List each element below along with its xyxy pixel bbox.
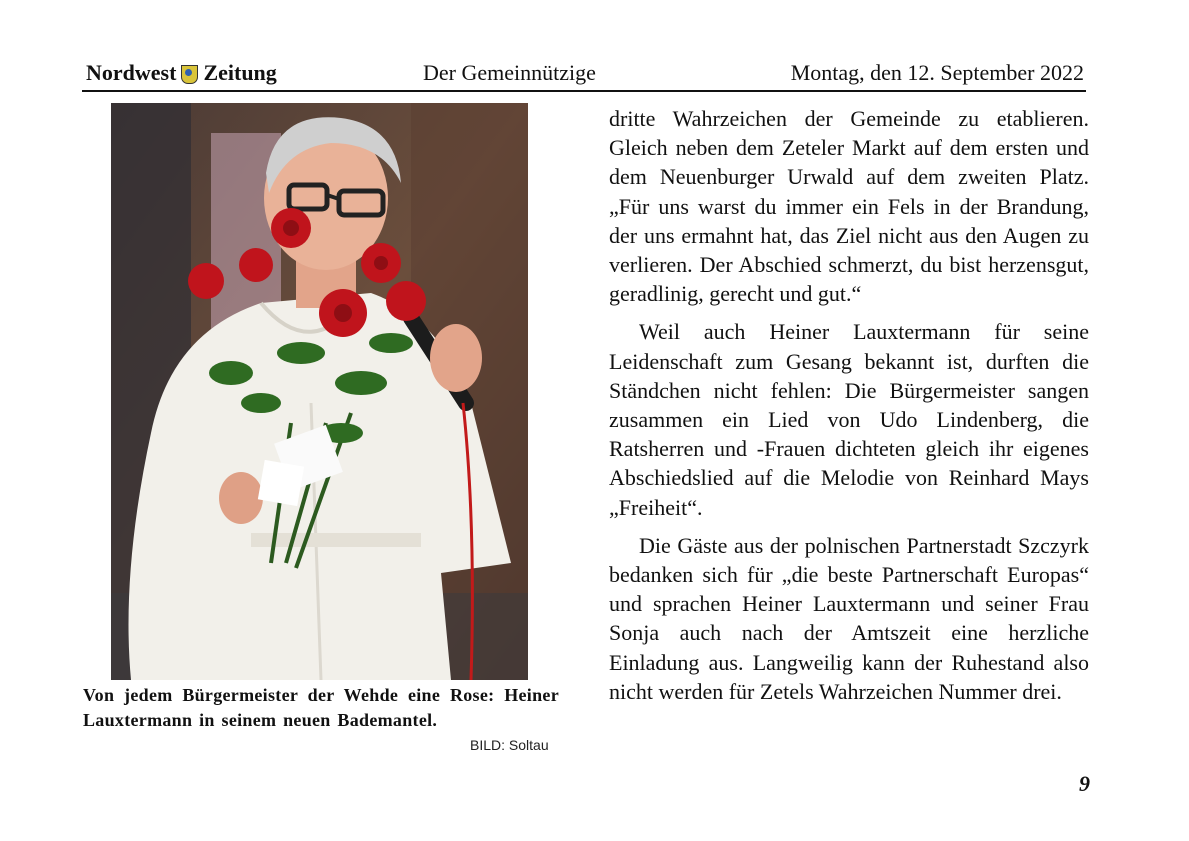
page-number: 9 <box>1079 771 1090 796</box>
page-header <box>84 58 1086 88</box>
article-paragraph: Die Gäste aus der polnischen Partnerstadt Szczyrk bedanken sich für „die beste Partnerschaft Europas“ und sprachen Heiner Lauxtermann und seiner Frau Sonja auch nach der Amtszeit eine herzliche Einladung aus. Langweilig kann der Ruhestand also nicht werden für Zetels Wahrzeichen Nummer drei. <box>609 532 1089 704</box>
issue-date: Montag, den 12. September 2022 <box>790 60 1084 85</box>
article-paragraph: dritte Wahrzeichen der Gemeinde zu etablieren. Gleich neben dem Zeteler Markt auf dem ersten und dem Neuenburger Urwald auf dem zweiten Platz. „Für uns warst du immer ein Fels in der Brandung, der uns ermahnt hat, das Ziel nicht aus den Augen zu verlieren. Der Abschied schmerzt, du bist herzensgut, geradlinig, gerecht und gut.“ <box>609 106 1089 307</box>
section-title: Der Gemeinnützige <box>423 60 596 85</box>
header-rule <box>82 90 1086 92</box>
article-column <box>609 104 1089 706</box>
coat-of-arms-icon <box>181 65 198 84</box>
brand-name-left: Nordwest <box>86 60 177 85</box>
photo-caption: Von jedem Bürgermeister der Wehde eine Rose: Heiner Lauxtermann in seinem neuen Bademantel. <box>83 685 559 730</box>
article-paragraph: Weil auch Heiner Lauxtermann für seine Leidenschaft zum Gesang bekannt ist, durften die Ständchen nicht fehlen: Die Bürgermeister sangen zusammen ein Lied von Udo Lindenberg, die Ratsherren und -Frauen dichteten gleich ihr eigenes Abschiedslied auf die Melodie von Reinhard Mays „Freiheit“. <box>609 319 1089 520</box>
photo-credit: BILD: Soltau <box>470 737 549 753</box>
brand-name-right: Zeitung <box>203 60 277 85</box>
newspaper-brand <box>86 58 277 88</box>
article-photo <box>111 103 528 680</box>
